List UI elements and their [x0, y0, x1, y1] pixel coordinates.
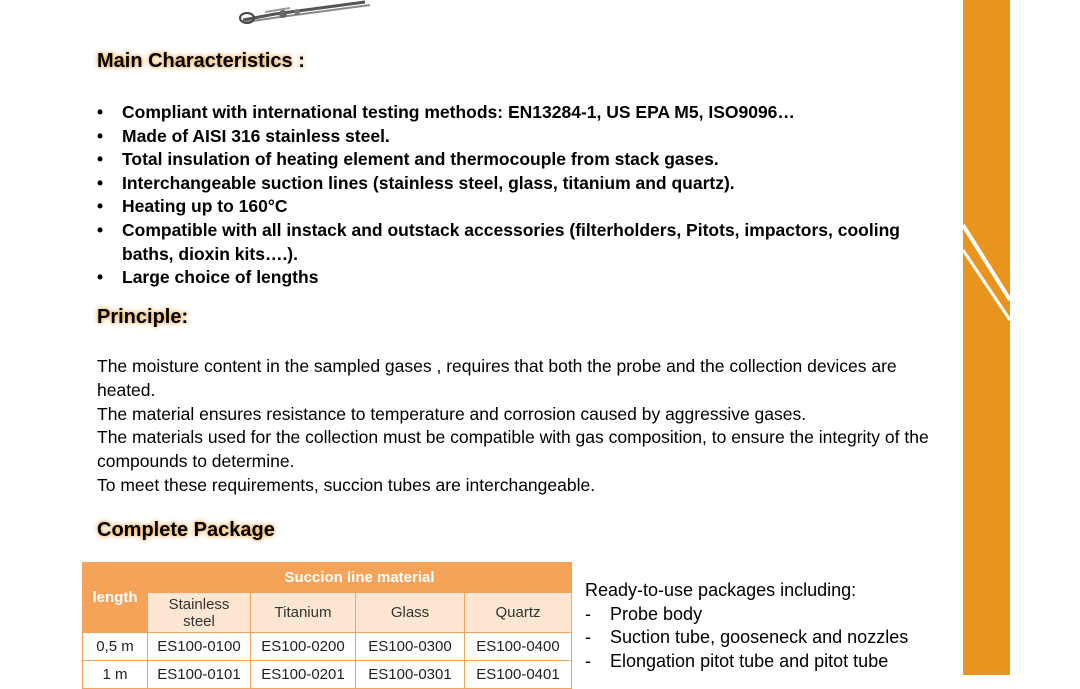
side-decoration [955, 0, 1080, 675]
complete-package-heading: Complete Package [97, 519, 275, 541]
package-table [82, 562, 572, 689]
code-cell: ES100-0301 [356, 661, 465, 689]
list-item: • Large choice of lengths [97, 267, 319, 288]
code-cell: ES100-0400 [465, 633, 572, 661]
column-header: Stainless steel [148, 593, 251, 633]
list-item: - Suction tube, gooseneck and nozzles [585, 627, 909, 647]
table-row [83, 633, 572, 661]
list-item: • Total insulation of heating element and thermocouple from stack gases. [97, 149, 719, 170]
paragraph: The material ensures resistance to temperature and corrosion caused by aggressive gases. [97, 403, 807, 424]
list-item: • Compatible with all instack and outstack accessories (filterholders, Pitots, impactors, cooling baths, dioxin kits….). [97, 219, 900, 264]
length-cell: 1 m [83, 661, 148, 689]
package-intro: Ready-to-use packages including: [585, 580, 857, 600]
list-item: • Made of AISI 316 stainless steel. [97, 125, 390, 146]
paragraph: The moisture content in the sampled gases , requires that both the probe and the collection devices are heated. [97, 356, 897, 400]
column-header: Quartz [465, 593, 572, 633]
package-contents [585, 579, 908, 673]
code-cell: ES100-0401 [465, 661, 572, 689]
length-header: length [83, 563, 148, 633]
probe-image [235, 0, 375, 26]
list-item: - Elongation pitot tube and pitot tube [585, 650, 889, 671]
list-item: • Heating up to 160°C [97, 196, 288, 217]
material-group-header: Succion line material [148, 563, 572, 593]
main-characteristics-heading: Main Characteristics : [97, 50, 305, 72]
column-header: Glass [356, 593, 465, 633]
paragraph: The materials used for the collection must be compatible with gas composition, to ensure the integrity of the compounds to determine. [97, 427, 929, 472]
code-cell: ES100-0101 [148, 661, 251, 689]
length-cell: 0,5 m [83, 633, 148, 661]
characteristics-list [97, 101, 937, 290]
list-item: - Probe body [585, 603, 703, 624]
code-cell: ES100-0100 [148, 633, 251, 661]
list-item: • Interchangeable suction lines (stainless steel, glass, titanium and quartz). [97, 172, 735, 193]
code-cell: ES100-0200 [251, 633, 356, 661]
principle-heading: Principle: [97, 306, 189, 328]
column-header: Titanium [251, 593, 356, 633]
principle-text [97, 355, 937, 498]
code-cell: ES100-0300 [356, 633, 465, 661]
code-cell: ES100-0201 [251, 661, 356, 689]
list-item: • Compliant with international testing methods: EN13284-1, US EPA M5, ISO9096… [97, 102, 795, 122]
paragraph: To meet these requirements, succion tubes are interchangeable. [97, 474, 596, 495]
